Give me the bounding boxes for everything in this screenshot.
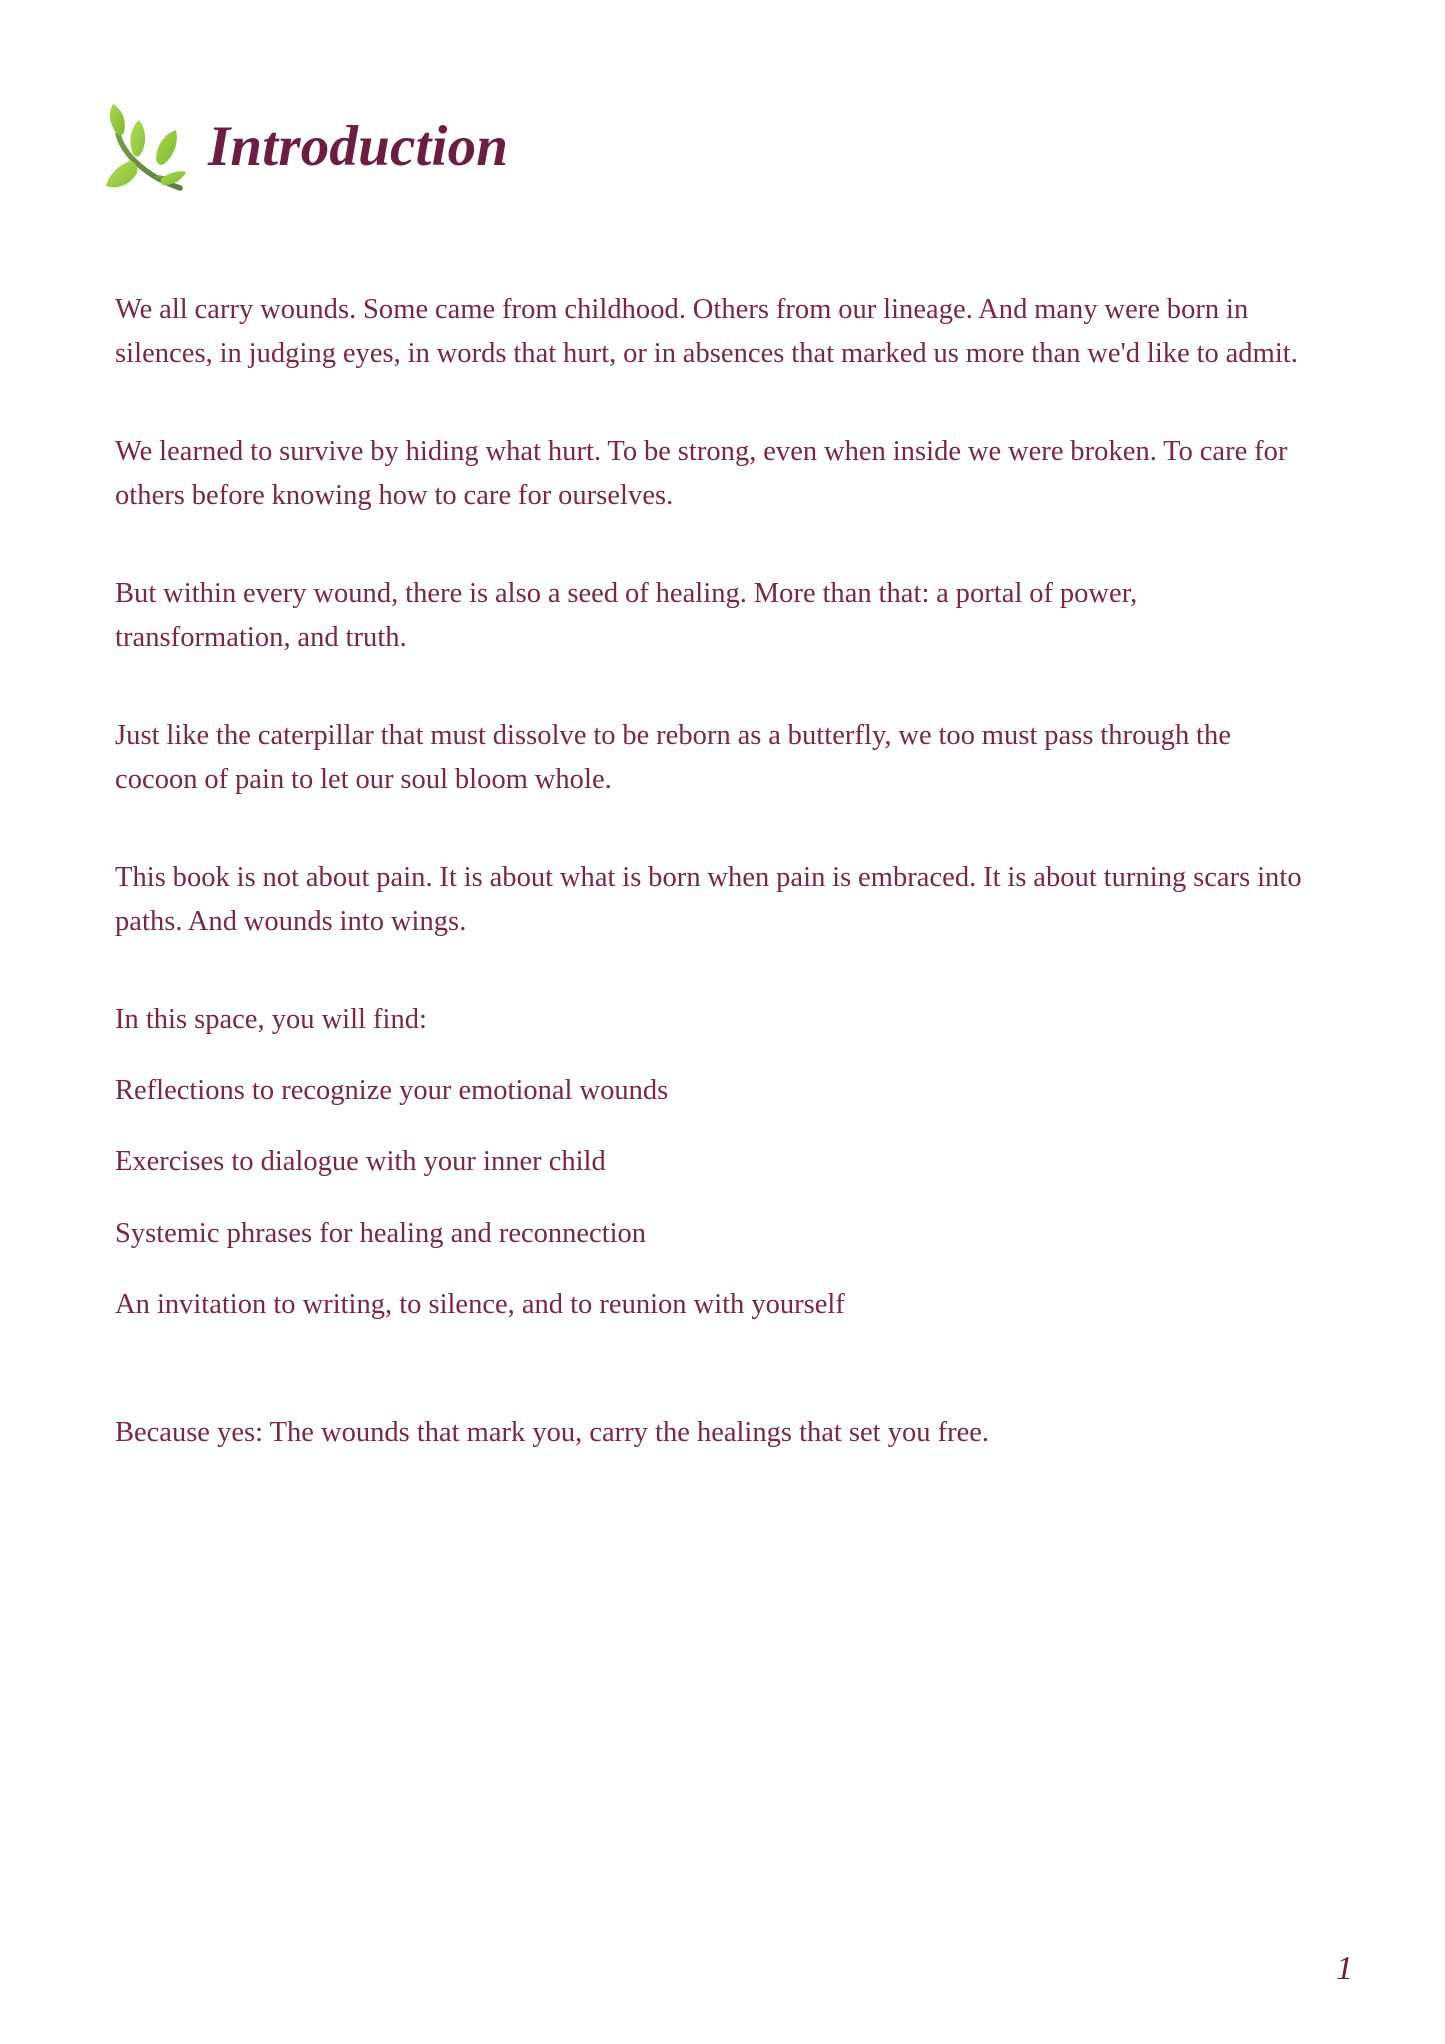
closing-statement: Because yes: The wounds that mark you, carry the healings that set you free. bbox=[115, 1416, 989, 1448]
list-item: An invitation to writing, to silence, and to reunion with yourself bbox=[115, 1289, 845, 1320]
paragraph: Just like the caterpillar that must dissolve to be reborn as a butterfly, we too must pass through the cocoon of pain to let our soul bloom whole. bbox=[115, 720, 1232, 795]
paragraph: We all carry wounds. Some came from childhood. Others from our lineage. And many were born in silences, in judging eyes, in words that hurt, or in absences that marked us more than we'd like to admit. bbox=[115, 294, 1298, 369]
paragraph: This book is not about pain. It is about what is born when pain is embraced. It is about turning scars into paths. And wounds into wings. bbox=[115, 862, 1302, 937]
contents-list bbox=[115, 1069, 1310, 1327]
page-title: Introduction bbox=[208, 114, 509, 178]
list-item: Exercises to dialogue with your inner child bbox=[115, 1146, 606, 1177]
paragraph: But within every wound, there is also a seed of healing. More than that: a portal of power, transformation, and truth. bbox=[115, 578, 1138, 653]
list-intro: In this space, you will find: bbox=[115, 1004, 427, 1035]
leaf-sprig-icon bbox=[100, 98, 186, 194]
list-item: Systemic phrases for healing and reconnection bbox=[115, 1217, 647, 1249]
document-content bbox=[115, 288, 1310, 1454]
list-item: Reflections to recognize your emotional wounds bbox=[115, 1074, 669, 1106]
paragraph: We learned to survive by hiding what hurt. To be strong, even when inside we were broken. To care for others before knowing how to care for ourselves. bbox=[115, 436, 1288, 511]
chapter-header bbox=[100, 96, 508, 196]
page-number: 1 bbox=[1336, 1950, 1353, 1987]
